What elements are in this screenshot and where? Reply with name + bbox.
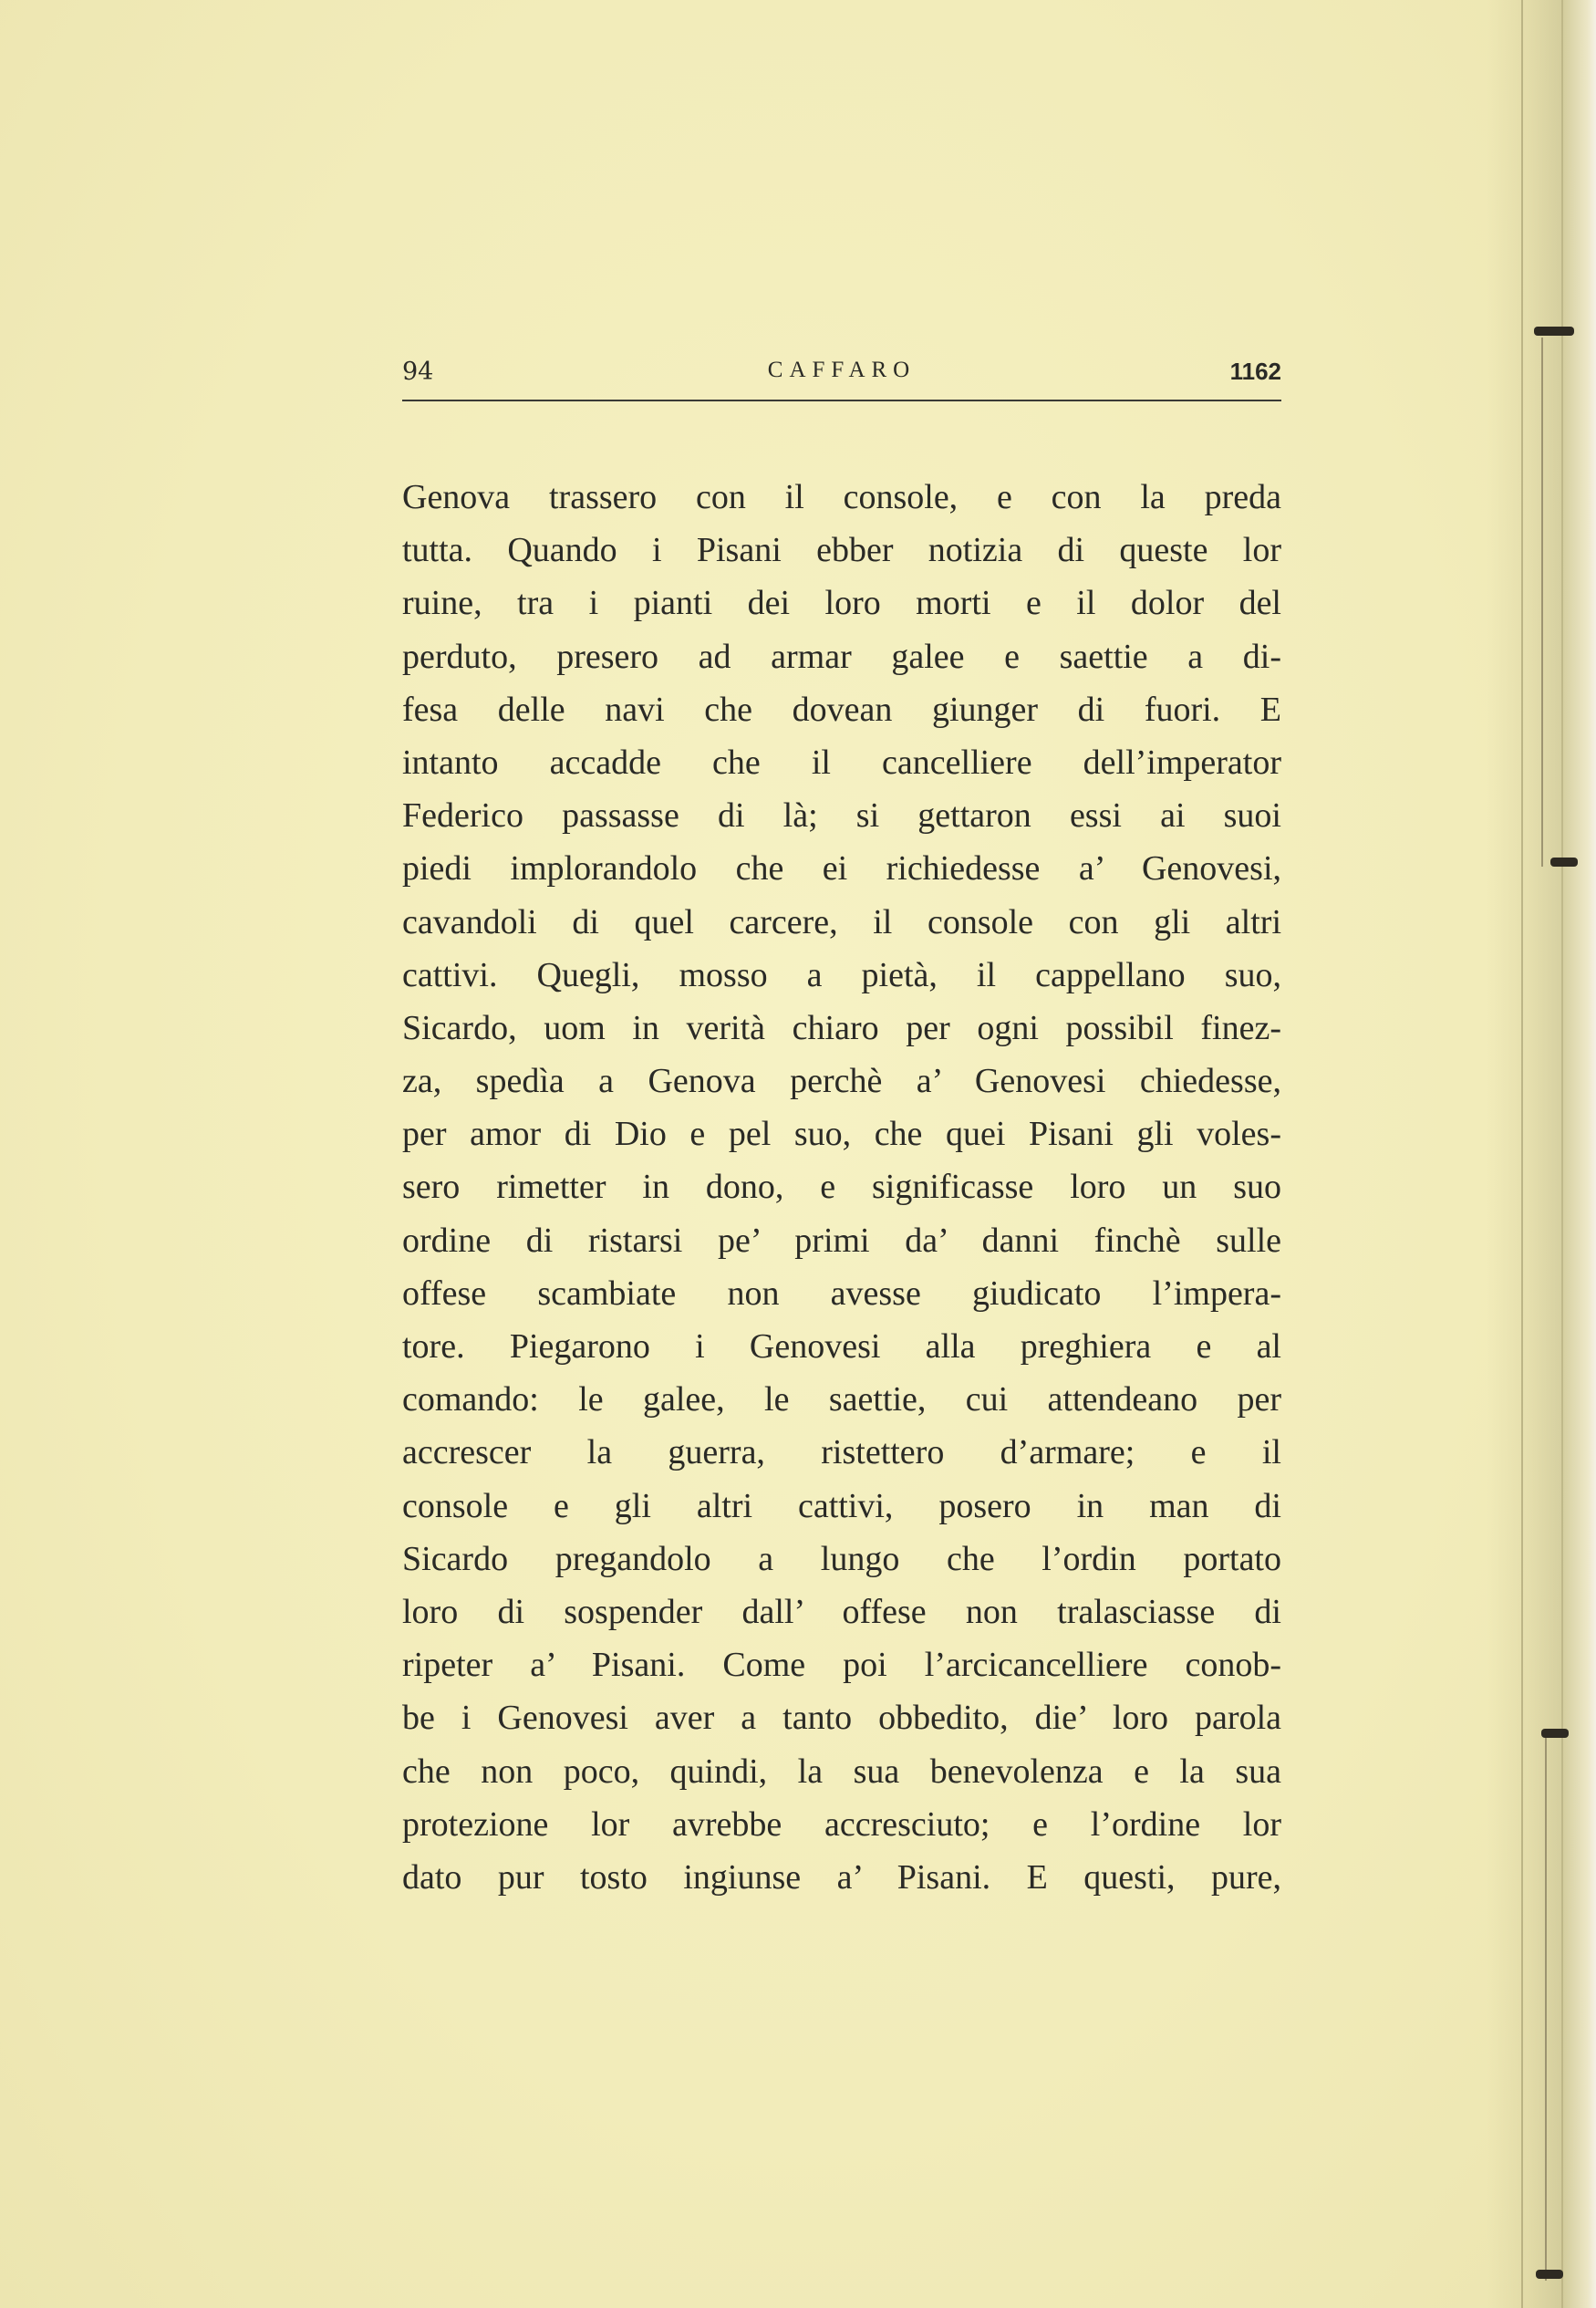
text-line: console e gli altri cattivi, posero in man di [402, 1486, 1281, 1525]
text-line: za, spedìa a Genova perchè a’ Genovesi chiedesse, [402, 1062, 1281, 1101]
binding-stitch [1536, 2270, 1563, 2279]
text-line: fesa delle navi che dovean giunger di fuori. E [402, 690, 1281, 729]
text-line: intanto accadde che il cancelliere dell’imperator [402, 743, 1281, 782]
binding-stitch [1541, 1729, 1569, 1738]
text-line: tutta. Quando i Pisani ebber notizia di queste lor [402, 531, 1281, 570]
text-line: protezione lor avrebbe accresciuto; e l’ordine lor [402, 1804, 1281, 1844]
text-line: piedi implorandolo che ei richiedesse a’ Genovesi, [402, 849, 1281, 889]
binding-stitch [1534, 327, 1574, 336]
page-number: 94 [402, 358, 434, 386]
year-marker: 1162 [1229, 358, 1281, 385]
text-line: offese scambiate non avesse giudicato l’impera- [402, 1274, 1281, 1313]
text-line: Genova trassero con il console, e con la preda [402, 478, 1281, 516]
text-line: accrescer la guerra, ristettero d’armare; e il [402, 1433, 1281, 1472]
running-title: CAFFARO [767, 358, 917, 382]
text-line: per amor di Dio e pel suo, che quei Pisani gli voles- [402, 1115, 1281, 1154]
text-line: cattivi. Quegli, mosso a pietà, il cappellano suo, [402, 955, 1281, 994]
text-line: perduto, presero ad armar galee e saettie a di- [402, 637, 1281, 676]
text-line: Sicardo, uom in verità chiaro per ogni possibil finez- [402, 1008, 1281, 1047]
text-line: be i Genovesi aver a tanto obbedito, die’ loro parola [402, 1699, 1281, 1738]
text-line: ordine di ristarsi pe’ primi da’ danni finchè sulle [402, 1221, 1281, 1260]
text-line: dato pur tosto ingiunse a’ Pisani. E questi, pure, [402, 1857, 1281, 1897]
binding-thread-upper [1541, 338, 1543, 867]
fold-crease-outer [1561, 0, 1563, 2308]
text-line: ripeter a’ Pisani. Come poi l’arcicancelliere conob- [402, 1646, 1281, 1685]
fold-crease [1521, 0, 1523, 2308]
text-line: loro di sospender dall’ offese non tralasciasse di [402, 1592, 1281, 1631]
text-line: Federico passasse di là; si gettaron essi ai suoi [402, 796, 1281, 836]
text-line: Sicardo pregandolo a lungo che l’ordin portato [402, 1539, 1281, 1578]
text-line: tore. Piegarono i Genovesi alla preghiera e al [402, 1327, 1281, 1366]
text-line: cavandoli di quel carcere, il console con gli altri [402, 902, 1281, 941]
body-text [402, 471, 1281, 1904]
running-header [402, 358, 1281, 401]
text-line: sero rimetter in dono, e significasse loro un suo [402, 1168, 1281, 1207]
text-line: che non poco, quindi, la sua benevolenza e la sua [402, 1752, 1281, 1791]
binding-stitch [1550, 858, 1578, 867]
binding-thread-lower [1545, 1733, 1547, 2281]
text-line: comando: le galee, le saettie, cui attendeano per [402, 1380, 1281, 1419]
text-line: ruine, tra i pianti dei loro morti e il dolor del [402, 584, 1281, 623]
